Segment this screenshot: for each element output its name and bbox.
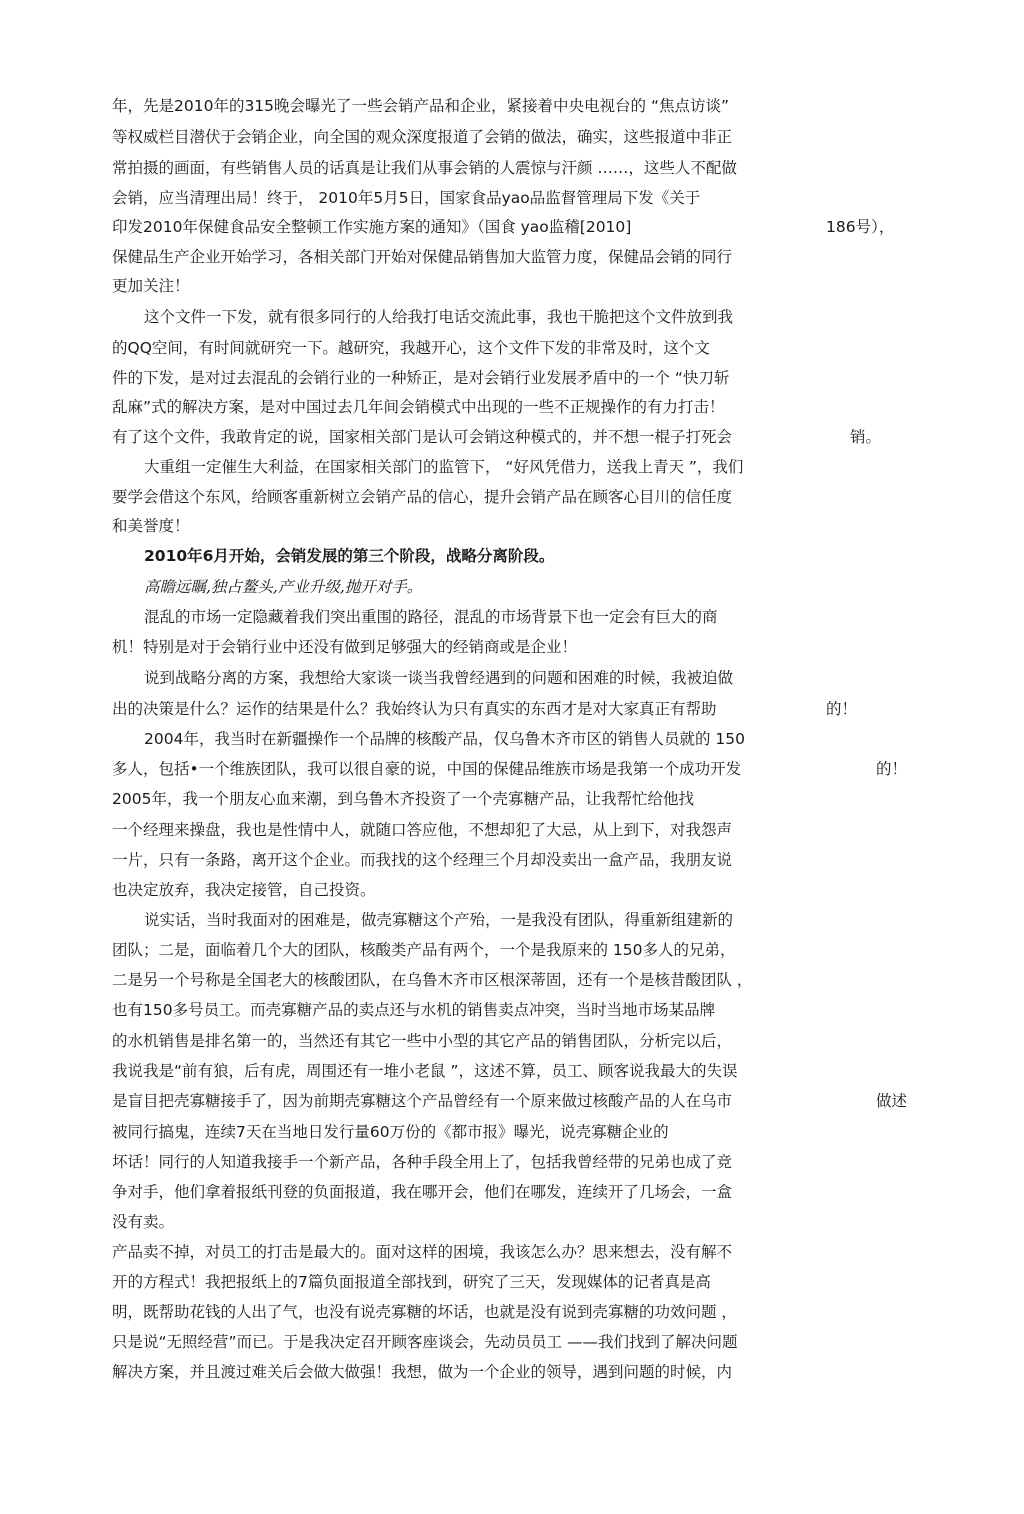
text-line: 开的方程式！我把报纸上的7篇负面报道全部找到，研究了三天，发现媒体的记者真是高 [112,1273,711,1291]
text-line: 争对手，他们拿着报纸刊登的负面报道，我在哪开会，他们在哪发，连续开了几场会，一盒 [112,1183,733,1201]
text-line: 是盲目把壳寡糖接手了，因为前期壳寡糖这个产品曾经有一个原来做过核酸产品的人在乌市 [112,1092,733,1110]
text-line: 产品卖不掉，对员工的打击是最大的。面对这样的困境，我该怎么办？思来想去，没有解不 [112,1243,733,1261]
text-line: 二是另一个号称是全国老大的核酸团队，在乌鲁木齐市区根深蒂固，还有一个是核昔酸团队 ， [112,971,753,989]
text-line: 团队；二是，面临着几个大的团队，核酸类产品有两个，一个是我原来的 150多人的兄弟， [112,941,736,959]
text-line: 只是说“无照经营”而已。于是我决定召开顾客座谈会，先动员员工 ——我们找到了解决问题 [112,1333,738,1351]
text-line: 的！ [826,700,858,718]
text-line: 印发2010年保健食品安全整顿工作实施方案的通知》（国食 yao监稽[2010] [112,218,632,236]
text-line: 混乱的市场一定隐藏着我们突出重围的路径，混乱的市场背景下也一定会有巨大的商 [144,608,718,626]
text-line: 明，既帮助花钱的人出了气，也没有说壳寡糖的坏话，也就是没有说到壳寡糖的功效问题 ， [112,1303,737,1321]
text-line: 件的下发，是对过去混乱的会销行业的一种矫正，是对会销行业发展矛盾中的一个 “快刀斩 [112,369,730,387]
text-line: 2005年，我一个朋友心血来潮，到乌鲁木齐投资了一个壳寡糖产品，让我帮忙给他找 [112,790,694,808]
text-line: 机！特别是对于会销行业中还没有做到足够强大的经销商或是企业！ [112,638,578,656]
text-line: 一个经理来操盘，我也是性情中人，就随口答应他，不想却犯了大忌，从上到下，对我怨声 [112,821,733,839]
text-line: 被同行搞鬼，连续7天在当地日发行量60万份的《都市报》曝光，说壳寡糖企业的 [112,1123,669,1141]
text-line: 的QQ空间，有时间就研究一下。越研究，我越开心，这个文件下发的非常及时，这个文 [112,339,710,357]
text-line: 和美誉度！ [112,517,190,535]
text-line: 2004年，我当时在新疆操作一个品牌的核酸产品，仅乌鲁木齐市区的销售人员就的 150 [144,730,745,748]
text-line: 乱麻”式的解决方案，是对中国过去几年间会销模式中出现的一些不正规操作的有力打击！ [112,398,725,416]
text-line: 要学会借这个东风，给顾客重新树立会销产品的信心，提升会销产品在顾客心目川的信任度 [112,488,733,506]
text-line: 没有卖。 [112,1213,175,1231]
text-line: 也决定放弃，我决定接管，自己投资。 [112,881,376,899]
text-line: 解决方案，并且渡过难关后会做大做强！我想，做为一个企业的领导，遇到问题的时候，内 [112,1363,733,1381]
text-line: 出的决策是什么？运作的结果是什么？我始终认为只有真实的东西才是对大家真正有帮助 [112,700,717,718]
text-line: 会销，应当清理出局！终于， 2010年5月5日，国家食品yao品监督管理局下发《关于 [112,189,701,207]
text-line: 186号）， [826,218,895,236]
text-line: 销。 [850,428,882,446]
text-line: 这个文件一下发，就有很多同行的人给我打电话交流此事，我也干脆把这个文件放到我 [144,308,734,326]
text-line: 做述 [876,1092,908,1110]
text-line: 更加关注！ [112,277,190,295]
text-line: 一片，只有一条路，离开这个企业。而我找的这个经理三个月却没卖出一盒产品，我朋友说 [112,851,733,869]
section-motto: 高瞻远瞩,独占鳌头,产业升级,抛开对手。 [144,578,423,596]
text-line: 说实话，当时我面对的困难是，做壳寡糖这个产殆，一是我没有团队，得重新组建新的 [144,911,734,929]
text-line: 的水机销售是排名第一的，当然还有其它一些中小型的其它产品的销售团队，分析完以后， [112,1032,733,1050]
section-heading: 2010年6月开始，会销发展的第三个阶段，战略分离阶段。 [144,547,555,565]
text-line: 我说我是“前有狼，后有虎，周围还有一堆小老鼠 ”，这述不算，员工、顾客说我最大的失误 [112,1062,738,1080]
text-line: 等权威栏目潜伏于会销企业，向全国的观众深度报道了会销的做法，确实，这些报道中非正 [112,128,733,146]
text-line: 坏话！同行的人知道我接手一个新产品，各种手段全用上了，包括我曾经带的兄弟也成了竞 [112,1153,733,1171]
text-line: 常拍摄的画面，有些销售人员的话真是让我们从事会销的人震惊与汗颜 ……，这些人不配做 [112,159,737,177]
text-line: 有了这个文件，我敢肯定的说，国家相关部门是认可会销这种模式的，并不想一棍子打死会 [112,428,733,446]
text-line: 年，先是2010年的315晚会曝光了一些会销产品和企业，紧接着中央电视台的 “焦点访谈” [112,97,730,115]
text-line: 也有150多号员工。而壳寡糖产品的卖点还与水机的销售卖点冲突，当时当地市场某品牌 [112,1001,716,1019]
text-line: 大重组一定催生大利益，在国家相关部门的监管下， “好风凭借力，送我上青天 ”，我们 [144,458,744,476]
text-line: 多人，包括•一个维族团队，我可以很自豪的说，中国的保健品维族市场是我第一个成功开发 [112,760,742,778]
text-line: 的！ [876,760,908,778]
text-line: 保健品生产企业开始学习，各相关部门开始对保健品销售加大监管力度，保健品会销的同行 [112,248,733,266]
text-line: 说到战略分离的方案，我想给大家谈一谈当我曾经遇到的问题和困难的时候，我被迫做 [144,669,734,687]
